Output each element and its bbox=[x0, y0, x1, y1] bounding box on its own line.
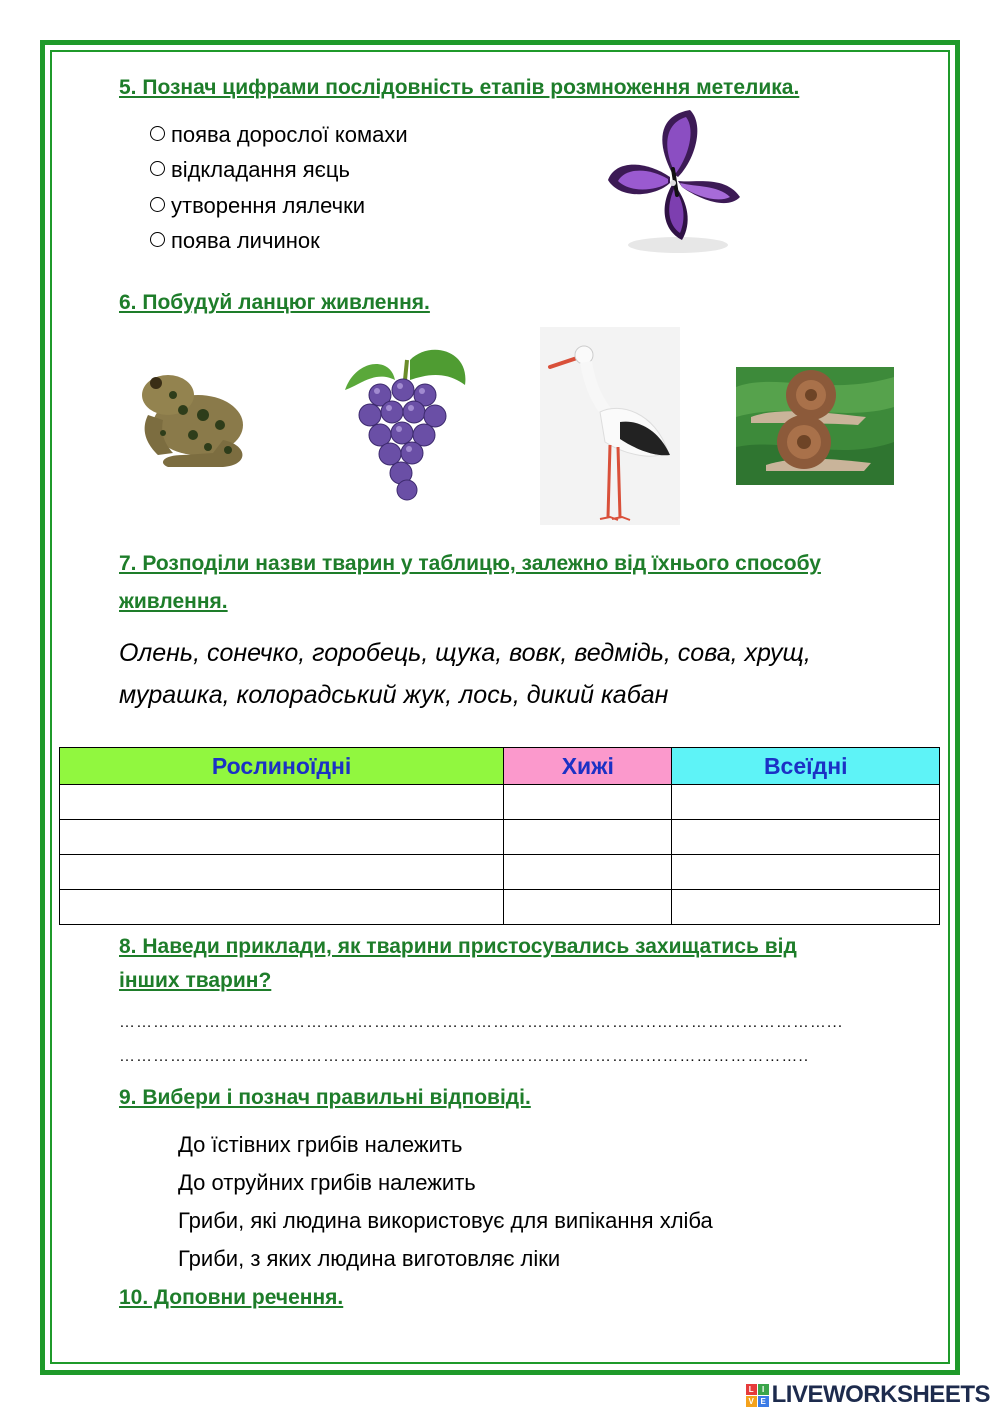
q5-option-1[interactable]: поява дорослої комахи bbox=[150, 122, 408, 148]
q10-title: 10. Доповни речення. bbox=[119, 1286, 344, 1309]
circle-icon[interactable] bbox=[150, 161, 165, 176]
frog-image bbox=[128, 355, 253, 475]
header-predators: Хижі bbox=[504, 748, 672, 785]
drop-cell-omnivores[interactable] bbox=[672, 820, 940, 855]
q9-title: 9. Вибери і познач правильні відповіді. bbox=[119, 1086, 531, 1109]
drop-cell-omnivores[interactable] bbox=[672, 890, 940, 925]
table-header-row bbox=[60, 748, 940, 785]
drop-cell-omnivores[interactable] bbox=[672, 855, 940, 890]
table-row bbox=[60, 820, 940, 855]
drop-cell-predators[interactable] bbox=[504, 890, 672, 925]
drop-cell-herbivores[interactable] bbox=[60, 855, 504, 890]
table-row bbox=[60, 855, 940, 890]
logo-text: LIVEWORKSHEETS bbox=[771, 1381, 990, 1408]
logo-badge-icon: L I V E bbox=[746, 1384, 769, 1407]
drop-cell-predators[interactable] bbox=[504, 855, 672, 890]
table-row bbox=[60, 890, 940, 925]
drop-cell-herbivores[interactable] bbox=[60, 890, 504, 925]
q5-option-2[interactable]: відкладання яєць bbox=[150, 157, 350, 183]
animal-list bbox=[119, 632, 927, 716]
q8-title-line1: 8. Наведи приклади, як тварини пристосувались захищатись від bbox=[119, 935, 797, 958]
q9-item-3: Гриби, які людина використовує для випікання хліба bbox=[178, 1208, 713, 1233]
circle-icon[interactable] bbox=[150, 232, 165, 247]
q5-option-3[interactable]: утворення лялечки bbox=[150, 193, 365, 219]
drop-cell-omnivores[interactable] bbox=[672, 785, 940, 820]
stork-image bbox=[540, 327, 680, 525]
answer-line-2[interactable]: …………………………………………………………………………………...…………………….. bbox=[119, 1048, 810, 1065]
grapes-image bbox=[335, 340, 475, 505]
q5-title: 5. Познач цифрами послідовність етапів розмноження метелика. bbox=[119, 76, 800, 99]
header-omnivores: Всеїдні bbox=[672, 748, 940, 785]
q5-option-4[interactable]: поява личинок bbox=[150, 228, 320, 254]
q9-item-2: До отруйних грибів належить bbox=[178, 1170, 476, 1195]
snails-image bbox=[736, 367, 894, 485]
table-row bbox=[60, 785, 940, 820]
q7-title-line1: 7. Розподіли назви тварин у таблицю, залежно від їхнього способу bbox=[119, 552, 821, 575]
butterfly-image bbox=[600, 105, 750, 265]
q6-title: 6. Побудуй ланцюг живлення. bbox=[119, 291, 430, 314]
q9-item-4: Гриби, з яких людина виготовляє ліки bbox=[178, 1246, 561, 1271]
diet-table bbox=[59, 747, 940, 925]
circle-icon[interactable] bbox=[150, 126, 165, 141]
drop-cell-herbivores[interactable] bbox=[60, 820, 504, 855]
circle-icon[interactable] bbox=[150, 197, 165, 212]
answer-line-1[interactable]: …………………………………………………………………………………..…………………………... bbox=[119, 1014, 844, 1031]
drop-cell-herbivores[interactable] bbox=[60, 785, 504, 820]
q9-item-1: До їстівних грибів належить bbox=[178, 1132, 463, 1157]
drop-cell-predators[interactable] bbox=[504, 820, 672, 855]
animal-list-line1: Олень, сонечко, горобець, щука, вовк, ведмідь, сова, хрущ, bbox=[119, 639, 811, 667]
q7-title-line2: живлення. bbox=[119, 590, 228, 613]
q8-title-line2: інших тварин? bbox=[119, 969, 272, 992]
drop-cell-predators[interactable] bbox=[504, 785, 672, 820]
liveworksheets-logo[interactable] bbox=[746, 1381, 990, 1409]
animal-list-line2: мурашка, колорадський жук, лось, дикий кабан bbox=[119, 681, 669, 709]
header-herbivores: Рослиноїдні bbox=[60, 748, 504, 785]
